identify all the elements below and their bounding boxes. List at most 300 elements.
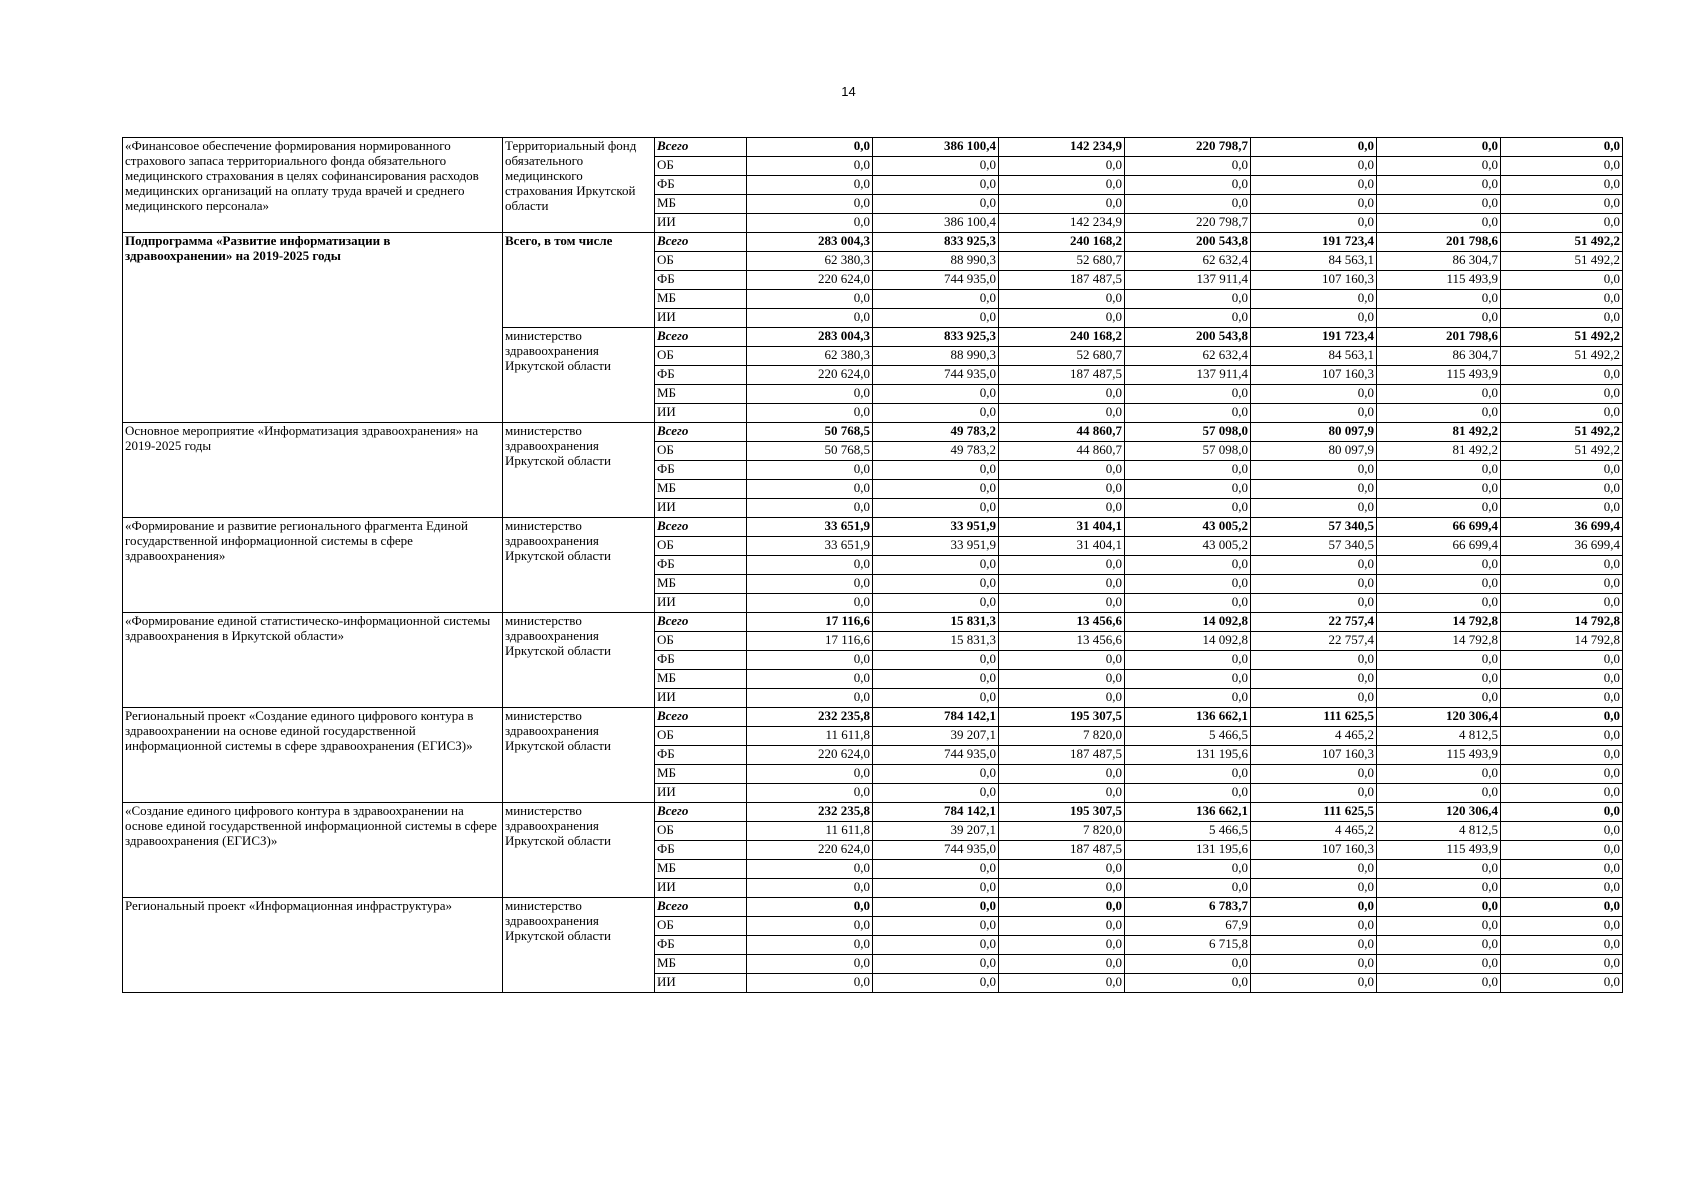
amount-cell: 115 493,9 bbox=[1377, 746, 1501, 765]
amount-cell: 0,0 bbox=[747, 936, 873, 955]
amount-cell: 0,0 bbox=[1125, 594, 1251, 613]
amount-cell: 0,0 bbox=[747, 860, 873, 879]
amount-cell: 191 723,4 bbox=[1251, 233, 1377, 252]
amount-cell: 0,0 bbox=[1251, 575, 1377, 594]
funding-source-cell: ИИ bbox=[655, 974, 747, 993]
amount-cell: 39 207,1 bbox=[873, 727, 999, 746]
amount-cell: 111 625,5 bbox=[1251, 803, 1377, 822]
amount-cell: 386 100,4 bbox=[873, 138, 999, 157]
amount-cell: 33 951,9 bbox=[873, 537, 999, 556]
amount-cell: 0,0 bbox=[747, 404, 873, 423]
amount-cell: 0,0 bbox=[1501, 309, 1623, 328]
amount-cell: 7 820,0 bbox=[999, 727, 1125, 746]
amount-cell: 0,0 bbox=[1377, 594, 1501, 613]
amount-cell: 0,0 bbox=[999, 594, 1125, 613]
amount-cell: 0,0 bbox=[1501, 138, 1623, 157]
amount-cell: 0,0 bbox=[1251, 309, 1377, 328]
funding-source-cell: ФБ bbox=[655, 651, 747, 670]
amount-cell: 0,0 bbox=[747, 499, 873, 518]
amount-cell: 4 812,5 bbox=[1377, 822, 1501, 841]
amount-cell: 0,0 bbox=[1501, 860, 1623, 879]
amount-cell: 17 116,6 bbox=[747, 632, 873, 651]
amount-cell: 0,0 bbox=[1125, 689, 1251, 708]
amount-cell: 744 935,0 bbox=[873, 841, 999, 860]
amount-cell: 0,0 bbox=[1125, 651, 1251, 670]
amount-cell: 107 160,3 bbox=[1251, 271, 1377, 290]
amount-cell: 44 860,7 bbox=[999, 442, 1125, 461]
section-name: Основное мероприятие «Информатизация здравоохранения» на 2019-2025 годы bbox=[123, 423, 503, 518]
amount-cell: 4 812,5 bbox=[1377, 727, 1501, 746]
amount-cell: 0,0 bbox=[1501, 917, 1623, 936]
amount-cell: 22 757,4 bbox=[1251, 632, 1377, 651]
amount-cell: 115 493,9 bbox=[1377, 366, 1501, 385]
amount-cell: 0,0 bbox=[999, 784, 1125, 803]
amount-cell: 142 234,9 bbox=[999, 138, 1125, 157]
amount-cell: 0,0 bbox=[747, 594, 873, 613]
amount-cell: 0,0 bbox=[873, 879, 999, 898]
amount-cell: 49 783,2 bbox=[873, 442, 999, 461]
amount-cell: 0,0 bbox=[1251, 689, 1377, 708]
amount-cell: 0,0 bbox=[747, 480, 873, 499]
amount-cell: 0,0 bbox=[873, 955, 999, 974]
section-name: «Формирование и развитие регионального фрагмента Единой государственной информационной системы в сфере здравоохранения» bbox=[123, 518, 503, 613]
amount-cell: 784 142,1 bbox=[873, 708, 999, 727]
funding-source-cell: Всего bbox=[655, 423, 747, 442]
funding-source-cell: Всего bbox=[655, 898, 747, 917]
amount-cell: 11 611,8 bbox=[747, 727, 873, 746]
amount-cell: 0,0 bbox=[1501, 214, 1623, 233]
executor-cell: министерство здравоохранения Иркутской области bbox=[503, 328, 655, 423]
table-row bbox=[123, 518, 1623, 537]
amount-cell: 62 380,3 bbox=[747, 347, 873, 366]
amount-cell: 14 792,8 bbox=[1377, 632, 1501, 651]
amount-cell: 0,0 bbox=[873, 670, 999, 689]
amount-cell: 115 493,9 bbox=[1377, 841, 1501, 860]
amount-cell: 14 792,8 bbox=[1501, 632, 1623, 651]
amount-cell: 0,0 bbox=[747, 689, 873, 708]
amount-cell: 0,0 bbox=[747, 309, 873, 328]
amount-cell: 86 304,7 bbox=[1377, 347, 1501, 366]
amount-cell: 0,0 bbox=[873, 404, 999, 423]
amount-cell: 0,0 bbox=[999, 499, 1125, 518]
amount-cell: 195 307,5 bbox=[999, 708, 1125, 727]
amount-cell: 81 492,2 bbox=[1377, 423, 1501, 442]
amount-cell: 0,0 bbox=[873, 385, 999, 404]
amount-cell: 240 168,2 bbox=[999, 328, 1125, 347]
amount-cell: 0,0 bbox=[1377, 556, 1501, 575]
amount-cell: 0,0 bbox=[999, 860, 1125, 879]
amount-cell: 62 380,3 bbox=[747, 252, 873, 271]
amount-cell: 0,0 bbox=[1501, 841, 1623, 860]
amount-cell: 833 925,3 bbox=[873, 328, 999, 347]
table-row bbox=[123, 233, 1623, 252]
amount-cell: 0,0 bbox=[1125, 974, 1251, 993]
amount-cell: 31 404,1 bbox=[999, 518, 1125, 537]
table-row bbox=[123, 803, 1623, 822]
amount-cell: 0,0 bbox=[999, 385, 1125, 404]
amount-cell: 0,0 bbox=[1125, 556, 1251, 575]
amount-cell: 0,0 bbox=[873, 784, 999, 803]
amount-cell: 0,0 bbox=[1501, 746, 1623, 765]
amount-cell: 0,0 bbox=[1501, 879, 1623, 898]
amount-cell: 0,0 bbox=[999, 290, 1125, 309]
amount-cell: 0,0 bbox=[1377, 689, 1501, 708]
amount-cell: 0,0 bbox=[1125, 290, 1251, 309]
funding-source-cell: МБ bbox=[655, 860, 747, 879]
amount-cell: 0,0 bbox=[747, 461, 873, 480]
amount-cell: 0,0 bbox=[999, 404, 1125, 423]
amount-cell: 0,0 bbox=[1251, 784, 1377, 803]
amount-cell: 11 611,8 bbox=[747, 822, 873, 841]
amount-cell: 0,0 bbox=[1501, 708, 1623, 727]
amount-cell: 744 935,0 bbox=[873, 366, 999, 385]
amount-cell: 0,0 bbox=[747, 879, 873, 898]
section-name: Региональный проект «Создание единого цифрового контура в здравоохранении на основе единой государственной информационной системы в сфере здравоохранения (ЕГИСЗ)» bbox=[123, 708, 503, 803]
funding-source-cell: ОБ bbox=[655, 157, 747, 176]
amount-cell: 0,0 bbox=[1501, 271, 1623, 290]
amount-cell: 0,0 bbox=[1251, 765, 1377, 784]
funding-source-cell: ИИ bbox=[655, 594, 747, 613]
amount-cell: 0,0 bbox=[747, 138, 873, 157]
funding-source-cell: Всего bbox=[655, 518, 747, 537]
amount-cell: 0,0 bbox=[1251, 936, 1377, 955]
amount-cell: 283 004,3 bbox=[747, 328, 873, 347]
executor-cell: министерство здравоохранения Иркутской области bbox=[503, 613, 655, 708]
amount-cell: 14 792,8 bbox=[1377, 613, 1501, 632]
amount-cell: 6 783,7 bbox=[1125, 898, 1251, 917]
amount-cell: 62 632,4 bbox=[1125, 347, 1251, 366]
amount-cell: 0,0 bbox=[747, 214, 873, 233]
amount-cell: 86 304,7 bbox=[1377, 252, 1501, 271]
amount-cell: 0,0 bbox=[1377, 898, 1501, 917]
amount-cell: 0,0 bbox=[999, 955, 1125, 974]
funding-source-cell: ИИ bbox=[655, 499, 747, 518]
amount-cell: 0,0 bbox=[1377, 385, 1501, 404]
amount-cell: 0,0 bbox=[999, 974, 1125, 993]
amount-cell: 0,0 bbox=[1251, 385, 1377, 404]
amount-cell: 0,0 bbox=[1125, 575, 1251, 594]
amount-cell: 0,0 bbox=[1251, 955, 1377, 974]
executor-cell: Всего, в том числе bbox=[503, 233, 655, 328]
amount-cell: 43 005,2 bbox=[1125, 537, 1251, 556]
amount-cell: 0,0 bbox=[1125, 157, 1251, 176]
amount-cell: 0,0 bbox=[1377, 404, 1501, 423]
amount-cell: 195 307,5 bbox=[999, 803, 1125, 822]
amount-cell: 136 662,1 bbox=[1125, 803, 1251, 822]
amount-cell: 44 860,7 bbox=[999, 423, 1125, 442]
amount-cell: 187 487,5 bbox=[999, 271, 1125, 290]
amount-cell: 33 951,9 bbox=[873, 518, 999, 537]
amount-cell: 81 492,2 bbox=[1377, 442, 1501, 461]
funding-source-cell: Всего bbox=[655, 138, 747, 157]
amount-cell: 0,0 bbox=[873, 157, 999, 176]
funding-source-cell: ОБ bbox=[655, 727, 747, 746]
amount-cell: 784 142,1 bbox=[873, 803, 999, 822]
amount-cell: 0,0 bbox=[747, 974, 873, 993]
amount-cell: 0,0 bbox=[1501, 822, 1623, 841]
amount-cell: 0,0 bbox=[999, 765, 1125, 784]
funding-source-cell: ИИ bbox=[655, 214, 747, 233]
amount-cell: 0,0 bbox=[873, 974, 999, 993]
amount-cell: 0,0 bbox=[999, 670, 1125, 689]
amount-cell: 0,0 bbox=[1501, 803, 1623, 822]
amount-cell: 0,0 bbox=[1125, 499, 1251, 518]
funding-source-cell: ФБ bbox=[655, 176, 747, 195]
amount-cell: 13 456,6 bbox=[999, 632, 1125, 651]
funding-source-cell: ОБ bbox=[655, 347, 747, 366]
amount-cell: 80 097,9 bbox=[1251, 442, 1377, 461]
amount-cell: 0,0 bbox=[1377, 195, 1501, 214]
amount-cell: 0,0 bbox=[873, 176, 999, 195]
amount-cell: 0,0 bbox=[1251, 860, 1377, 879]
amount-cell: 0,0 bbox=[999, 461, 1125, 480]
amount-cell: 0,0 bbox=[1125, 309, 1251, 328]
amount-cell: 31 404,1 bbox=[999, 537, 1125, 556]
amount-cell: 0,0 bbox=[999, 651, 1125, 670]
amount-cell: 0,0 bbox=[1377, 480, 1501, 499]
funding-source-cell: ФБ bbox=[655, 556, 747, 575]
amount-cell: 107 160,3 bbox=[1251, 366, 1377, 385]
amount-cell: 4 465,2 bbox=[1251, 727, 1377, 746]
amount-cell: 52 680,7 bbox=[999, 347, 1125, 366]
amount-cell: 0,0 bbox=[1251, 195, 1377, 214]
amount-cell: 5 466,5 bbox=[1125, 727, 1251, 746]
amount-cell: 0,0 bbox=[1377, 784, 1501, 803]
amount-cell: 0,0 bbox=[747, 898, 873, 917]
table-row bbox=[123, 613, 1623, 632]
amount-cell: 88 990,3 bbox=[873, 252, 999, 271]
amount-cell: 84 563,1 bbox=[1251, 252, 1377, 271]
table-row bbox=[123, 138, 1623, 157]
amount-cell: 0,0 bbox=[1501, 936, 1623, 955]
amount-cell: 49 783,2 bbox=[873, 423, 999, 442]
amount-cell: 137 911,4 bbox=[1125, 271, 1251, 290]
amount-cell: 0,0 bbox=[1377, 955, 1501, 974]
amount-cell: 0,0 bbox=[1251, 594, 1377, 613]
amount-cell: 0,0 bbox=[1125, 480, 1251, 499]
amount-cell: 0,0 bbox=[747, 290, 873, 309]
amount-cell: 0,0 bbox=[1251, 556, 1377, 575]
amount-cell: 0,0 bbox=[999, 689, 1125, 708]
amount-cell: 0,0 bbox=[747, 556, 873, 575]
amount-cell: 0,0 bbox=[873, 195, 999, 214]
amount-cell: 220 624,0 bbox=[747, 366, 873, 385]
amount-cell: 15 831,3 bbox=[873, 632, 999, 651]
amount-cell: 0,0 bbox=[1501, 366, 1623, 385]
amount-cell: 0,0 bbox=[747, 917, 873, 936]
amount-cell: 0,0 bbox=[1501, 651, 1623, 670]
amount-cell: 131 195,6 bbox=[1125, 841, 1251, 860]
amount-cell: 833 925,3 bbox=[873, 233, 999, 252]
executor-cell: министерство здравоохранения Иркутской области bbox=[503, 423, 655, 518]
amount-cell: 0,0 bbox=[1251, 157, 1377, 176]
amount-cell: 0,0 bbox=[1377, 157, 1501, 176]
amount-cell: 0,0 bbox=[873, 917, 999, 936]
funding-source-cell: МБ bbox=[655, 195, 747, 214]
amount-cell: 744 935,0 bbox=[873, 746, 999, 765]
amount-cell: 0,0 bbox=[1251, 214, 1377, 233]
amount-cell: 0,0 bbox=[1377, 309, 1501, 328]
amount-cell: 52 680,7 bbox=[999, 252, 1125, 271]
funding-source-cell: МБ bbox=[655, 955, 747, 974]
amount-cell: 0,0 bbox=[873, 765, 999, 784]
amount-cell: 0,0 bbox=[1251, 290, 1377, 309]
amount-cell: 0,0 bbox=[747, 575, 873, 594]
amount-cell: 0,0 bbox=[999, 195, 1125, 214]
amount-cell: 0,0 bbox=[1125, 879, 1251, 898]
amount-cell: 57 340,5 bbox=[1251, 518, 1377, 537]
funding-source-cell: Всего bbox=[655, 233, 747, 252]
amount-cell: 66 699,4 bbox=[1377, 518, 1501, 537]
amount-cell: 220 624,0 bbox=[747, 746, 873, 765]
executor-cell: Территориальный фонд обязательного медицинского страхования Иркутской области bbox=[503, 138, 655, 233]
funding-source-cell: ИИ bbox=[655, 309, 747, 328]
amount-cell: 0,0 bbox=[747, 955, 873, 974]
amount-cell: 22 757,4 bbox=[1251, 613, 1377, 632]
section-name: «Создание единого цифрового контура в здравоохранении на основе единой государственной информационной системы в сфере здравоохранения (ЕГИСЗ)» bbox=[123, 803, 503, 898]
amount-cell: 0,0 bbox=[1125, 670, 1251, 689]
amount-cell: 0,0 bbox=[873, 689, 999, 708]
amount-cell: 0,0 bbox=[1377, 936, 1501, 955]
amount-cell: 0,0 bbox=[1377, 499, 1501, 518]
amount-cell: 142 234,9 bbox=[999, 214, 1125, 233]
funding-source-cell: ОБ bbox=[655, 632, 747, 651]
funding-source-cell: ОБ bbox=[655, 442, 747, 461]
amount-cell: 115 493,9 bbox=[1377, 271, 1501, 290]
amount-cell: 0,0 bbox=[1501, 670, 1623, 689]
amount-cell: 0,0 bbox=[999, 176, 1125, 195]
executor-cell: министерство здравоохранения Иркутской области bbox=[503, 898, 655, 993]
amount-cell: 6 715,8 bbox=[1125, 936, 1251, 955]
amount-cell: 66 699,4 bbox=[1377, 537, 1501, 556]
amount-cell: 0,0 bbox=[1501, 955, 1623, 974]
amount-cell: 51 492,2 bbox=[1501, 423, 1623, 442]
amount-cell: 0,0 bbox=[999, 480, 1125, 499]
amount-cell: 131 195,6 bbox=[1125, 746, 1251, 765]
amount-cell: 13 456,6 bbox=[999, 613, 1125, 632]
amount-cell: 136 662,1 bbox=[1125, 708, 1251, 727]
amount-cell: 0,0 bbox=[1377, 138, 1501, 157]
amount-cell: 200 543,8 bbox=[1125, 328, 1251, 347]
amount-cell: 0,0 bbox=[999, 575, 1125, 594]
amount-cell: 0,0 bbox=[1377, 290, 1501, 309]
amount-cell: 0,0 bbox=[873, 480, 999, 499]
amount-cell: 0,0 bbox=[1377, 214, 1501, 233]
amount-cell: 0,0 bbox=[873, 651, 999, 670]
amount-cell: 220 624,0 bbox=[747, 271, 873, 290]
funding-source-cell: МБ bbox=[655, 575, 747, 594]
amount-cell: 0,0 bbox=[873, 499, 999, 518]
amount-cell: 51 492,2 bbox=[1501, 328, 1623, 347]
amount-cell: 0,0 bbox=[999, 936, 1125, 955]
amount-cell: 0,0 bbox=[1377, 176, 1501, 195]
funding-source-cell: МБ bbox=[655, 670, 747, 689]
amount-cell: 120 306,4 bbox=[1377, 803, 1501, 822]
amount-cell: 0,0 bbox=[1125, 195, 1251, 214]
amount-cell: 0,0 bbox=[999, 309, 1125, 328]
amount-cell: 201 798,6 bbox=[1377, 233, 1501, 252]
amount-cell: 240 168,2 bbox=[999, 233, 1125, 252]
amount-cell: 0,0 bbox=[1377, 879, 1501, 898]
amount-cell: 120 306,4 bbox=[1377, 708, 1501, 727]
amount-cell: 0,0 bbox=[1377, 860, 1501, 879]
amount-cell: 0,0 bbox=[873, 309, 999, 328]
amount-cell: 0,0 bbox=[1251, 138, 1377, 157]
amount-cell: 744 935,0 bbox=[873, 271, 999, 290]
amount-cell: 36 699,4 bbox=[1501, 537, 1623, 556]
amount-cell: 0,0 bbox=[1377, 575, 1501, 594]
amount-cell: 107 160,3 bbox=[1251, 841, 1377, 860]
section-name: Подпрограмма «Развитие информатизации в здравоохранении» на 2019-2025 годы bbox=[123, 233, 503, 423]
amount-cell: 51 492,2 bbox=[1501, 233, 1623, 252]
amount-cell: 0,0 bbox=[747, 176, 873, 195]
funding-source-cell: ИИ bbox=[655, 879, 747, 898]
amount-cell: 0,0 bbox=[999, 157, 1125, 176]
amount-cell: 0,0 bbox=[1377, 974, 1501, 993]
amount-cell: 187 487,5 bbox=[999, 841, 1125, 860]
amount-cell: 7 820,0 bbox=[999, 822, 1125, 841]
funding-table bbox=[122, 137, 1623, 993]
amount-cell: 0,0 bbox=[1377, 917, 1501, 936]
amount-cell: 0,0 bbox=[747, 784, 873, 803]
amount-cell: 0,0 bbox=[1251, 917, 1377, 936]
amount-cell: 0,0 bbox=[1501, 689, 1623, 708]
funding-source-cell: ФБ bbox=[655, 936, 747, 955]
amount-cell: 220 798,7 bbox=[1125, 214, 1251, 233]
amount-cell: 0,0 bbox=[1501, 157, 1623, 176]
funding-source-cell: МБ bbox=[655, 480, 747, 499]
amount-cell: 0,0 bbox=[1251, 404, 1377, 423]
amount-cell: 36 699,4 bbox=[1501, 518, 1623, 537]
amount-cell: 39 207,1 bbox=[873, 822, 999, 841]
amount-cell: 0,0 bbox=[1251, 898, 1377, 917]
amount-cell: 386 100,4 bbox=[873, 214, 999, 233]
amount-cell: 0,0 bbox=[1501, 480, 1623, 499]
amount-cell: 67,9 bbox=[1125, 917, 1251, 936]
amount-cell: 232 235,8 bbox=[747, 803, 873, 822]
funding-source-cell: ФБ bbox=[655, 366, 747, 385]
amount-cell: 0,0 bbox=[1501, 499, 1623, 518]
table-row bbox=[123, 708, 1623, 727]
amount-cell: 0,0 bbox=[1125, 176, 1251, 195]
executor-cell: министерство здравоохранения Иркутской области bbox=[503, 803, 655, 898]
funding-source-cell: ОБ bbox=[655, 537, 747, 556]
amount-cell: 191 723,4 bbox=[1251, 328, 1377, 347]
amount-cell: 0,0 bbox=[1377, 461, 1501, 480]
funding-source-cell: Всего bbox=[655, 613, 747, 632]
amount-cell: 283 004,3 bbox=[747, 233, 873, 252]
amount-cell: 0,0 bbox=[873, 575, 999, 594]
amount-cell: 51 492,2 bbox=[1501, 252, 1623, 271]
funding-source-cell: ИИ bbox=[655, 689, 747, 708]
amount-cell: 0,0 bbox=[747, 765, 873, 784]
section-name: «Финансовое обеспечение формирования нормированного страхового запаса территориального фонда обязательного медицинского страхования в целях софинансирования расходов медицинских организаций на оплату труда врачей и среднего медицинского персонала» bbox=[123, 138, 503, 233]
amount-cell: 0,0 bbox=[1501, 594, 1623, 613]
amount-cell: 220 798,7 bbox=[1125, 138, 1251, 157]
amount-cell: 0,0 bbox=[747, 195, 873, 214]
table-row bbox=[123, 898, 1623, 917]
executor-cell: министерство здравоохранения Иркутской области bbox=[503, 708, 655, 803]
amount-cell: 5 466,5 bbox=[1125, 822, 1251, 841]
amount-cell: 0,0 bbox=[1125, 955, 1251, 974]
amount-cell: 0,0 bbox=[1251, 461, 1377, 480]
amount-cell: 14 092,8 bbox=[1125, 613, 1251, 632]
amount-cell: 50 768,5 bbox=[747, 423, 873, 442]
amount-cell: 33 651,9 bbox=[747, 537, 873, 556]
amount-cell: 0,0 bbox=[873, 936, 999, 955]
amount-cell: 0,0 bbox=[1501, 404, 1623, 423]
amount-cell: 232 235,8 bbox=[747, 708, 873, 727]
